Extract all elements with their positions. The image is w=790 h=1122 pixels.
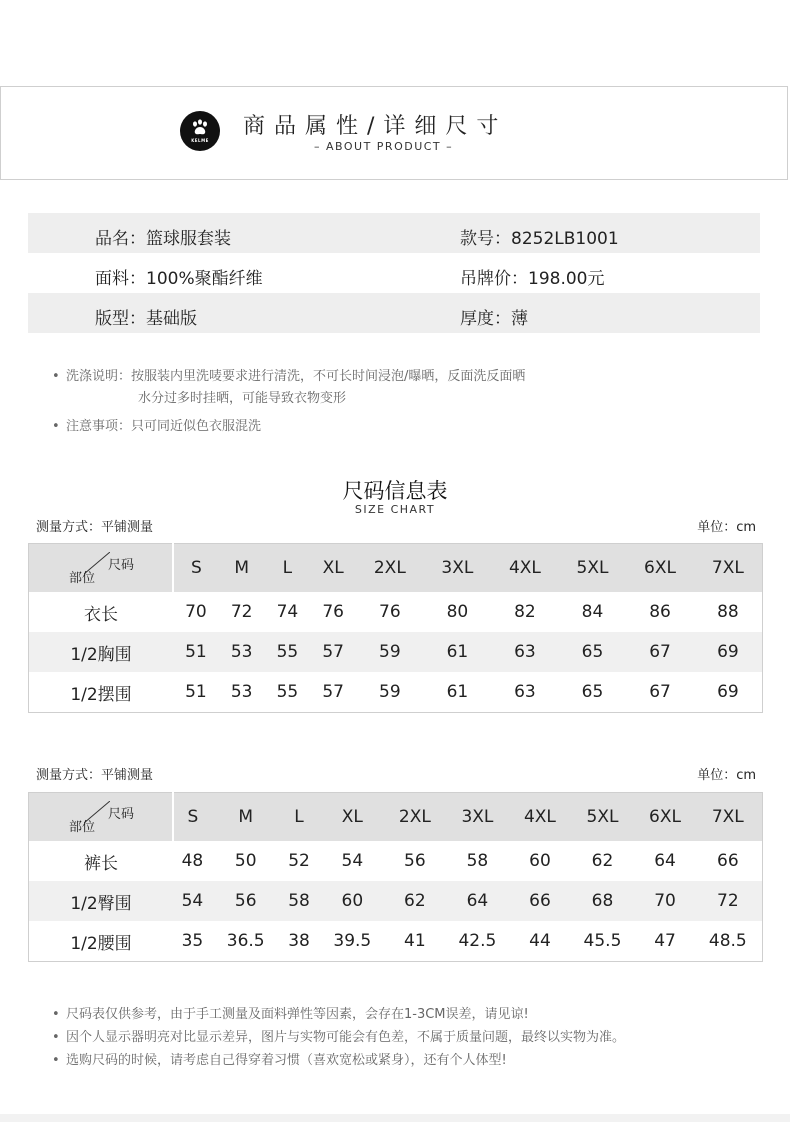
size-header: S [173,544,219,593]
product-header [0,86,788,180]
corner-cell [29,544,174,593]
bottom-divider [0,1114,790,1122]
size-chart-subtitle: SIZE CHART [354,503,436,516]
row-label: 衣长 [84,604,118,625]
attribute-fit: 版型：基础版 [95,309,197,329]
table-cell: 67 [649,682,671,702]
table-cell: 54 [173,881,212,921]
bullet: • [52,369,60,384]
size-header: 6XL [636,793,693,842]
size-header: 7XL [694,793,763,842]
row-label: 1/2胸围 [29,632,174,672]
page-title: 商品属性/详细尺寸 [243,114,508,139]
attribute-style-number: 款号：8252LB1001 [460,229,619,249]
attribute-price: 吊牌价：198.00元 [460,269,605,289]
table-row [29,881,763,921]
footer-note [52,1003,625,1026]
attribute-fabric: 面料：100%聚酯纤维 [95,269,263,289]
table-cell: 59 [356,632,424,672]
corner-part-label: 部位 [69,571,96,586]
paw-icon [191,119,209,137]
size-header: XL [310,544,356,593]
table-cell: 74 [276,602,299,622]
table-cell: 58 [466,851,489,871]
table-cell: 52 [288,851,310,871]
table-cell: 55 [276,682,299,702]
measure-method: 测量方式：平铺测量 [36,520,154,535]
table-cell: 70 [636,881,693,921]
row-label: 1/2臀围 [29,881,174,921]
table-cell: 62 [591,851,614,871]
attribute-row [28,253,760,293]
table-cell: 88 [717,602,739,622]
footer-note [52,1026,625,1049]
table-cell: 39.5 [333,931,372,951]
bullet: • [52,1053,60,1068]
table-cell: 66 [717,851,739,871]
bottom-size-table [28,792,763,962]
table-cell: 63 [491,632,559,672]
corner-size-label: 尺码 [108,807,135,822]
table-cell: 80 [446,602,469,622]
table-cell: 41 [404,931,426,951]
table-cell: 53 [230,682,253,702]
page-subtitle: – ABOUT PRODUCT – [314,140,454,153]
size-header: 3XL [443,793,511,842]
table-cell: 51 [185,682,207,702]
size-header: S [173,793,212,842]
size-header-row [29,793,763,842]
brand-name: KELME [191,138,209,143]
table-cell: 47 [654,931,676,951]
footer-note-text: 尺码表仅供参考，由于手工测量及面料弹性等因素，会存在1-3CM误差，请见谅! [66,1007,529,1022]
size-header: 7XL [694,544,763,593]
attribute-row [28,293,760,333]
table-cell: 62 [386,881,443,921]
unit-label: 单位：cm [697,768,756,783]
brand-logo [180,111,220,151]
table-cell: 36.5 [226,931,265,951]
size-header: 6XL [626,544,694,593]
size-header: L [280,793,319,842]
table-cell: 82 [514,602,536,622]
table-cell: 57 [310,632,356,672]
attribute-thickness: 厚度：薄 [460,309,528,329]
table-cell: 53 [219,632,265,672]
table-row [29,632,763,672]
size-header-row [29,544,763,593]
size-header: 5XL [569,793,637,842]
table-cell: 56 [404,851,426,871]
table-cell: 42.5 [458,931,497,951]
size-header: 2XL [386,793,443,842]
size-header: M [212,793,280,842]
row-label: 1/2腰围 [70,933,132,954]
attribute-name: 品名：篮球服套装 [95,229,231,249]
footer-note-text: 选购尺码的时候，请考虑自己得穿着习惯（喜欢宽松或紧身），还有个人体型! [66,1053,507,1068]
size-header: M [219,544,265,593]
size-header: 3XL [424,544,492,593]
footer-note-text: 因个人显示器明亮对比显示差异，图片与实物可能会有色差，不属于质量问题，最终以实物为准。 [66,1030,626,1045]
table-row [29,672,763,713]
table-cell: 67 [626,632,694,672]
size-header: L [265,544,311,593]
table-cell: 55 [265,632,311,672]
table-cell: 59 [379,682,401,702]
product-attributes [28,213,760,333]
attention-text: 注意事项：只可同近似色衣服混洗 [66,419,262,434]
top-size-table [28,543,763,713]
table-cell: 69 [694,632,763,672]
footer-note [52,1049,625,1072]
table-cell: 65 [559,632,627,672]
bullet: • [52,1030,60,1045]
table-cell: 76 [322,602,344,622]
table-cell: 69 [717,682,739,702]
table-cell: 61 [446,682,469,702]
table-cell: 64 [654,851,676,871]
table-cell: 63 [514,682,536,702]
size-chart-title: 尺码信息表 [342,479,448,503]
table-cell: 66 [511,881,568,921]
size-header: XL [318,793,386,842]
footer-notes [52,1003,625,1072]
wash-instructions-continued: 水分过多时挂晒，可能导致衣物变形 [138,391,347,406]
table-cell: 70 [185,602,207,622]
table-cell: 51 [173,632,219,672]
table-cell: 64 [443,881,511,921]
care-notes [52,366,525,438]
size-header: 4XL [491,544,559,593]
table-cell: 38 [288,931,310,951]
size-header: 4XL [511,793,568,842]
measure-method: 测量方式：平铺测量 [36,768,154,783]
table-cell: 65 [581,682,604,702]
row-label: 裤长 [84,853,118,874]
table-cell: 68 [569,881,637,921]
table-cell: 61 [424,632,492,672]
table-row [29,841,763,881]
unit-label: 单位：cm [697,520,756,535]
table-cell: 60 [318,881,386,921]
wash-instructions-text: 洗涤说明：按服装内里洗唛要求进行清洗，不可长时间浸泡/曝晒，反面洗反面晒 [66,369,526,384]
table-cell: 60 [529,851,551,871]
corner-size-label: 尺码 [108,558,135,573]
wash-instructions [52,366,525,388]
table-cell: 86 [649,602,671,622]
corner-cell [29,793,174,842]
row-label: 1/2摆围 [70,684,132,705]
table-cell: 48 [181,851,204,871]
attribute-row [28,213,760,253]
table-cell: 54 [341,851,364,871]
table-cell: 56 [212,881,280,921]
table-cell: 76 [379,602,401,622]
table-cell: 72 [230,602,253,622]
size-header: 5XL [559,544,627,593]
corner-part-label: 部位 [69,820,96,835]
table-cell: 84 [581,602,604,622]
table-cell: 35 [181,931,204,951]
table-cell: 58 [280,881,319,921]
table-cell: 48.5 [708,931,747,951]
attention-note [52,416,525,438]
table-cell: 45.5 [583,931,622,951]
table-cell: 44 [529,931,551,951]
table-cell: 72 [694,881,763,921]
size-header: 2XL [356,544,424,593]
bullet: • [52,1007,60,1022]
table-row [29,921,763,962]
table-row [29,592,763,632]
table-cell: 57 [322,682,344,702]
bullet: • [52,419,60,434]
table-cell: 50 [234,851,257,871]
